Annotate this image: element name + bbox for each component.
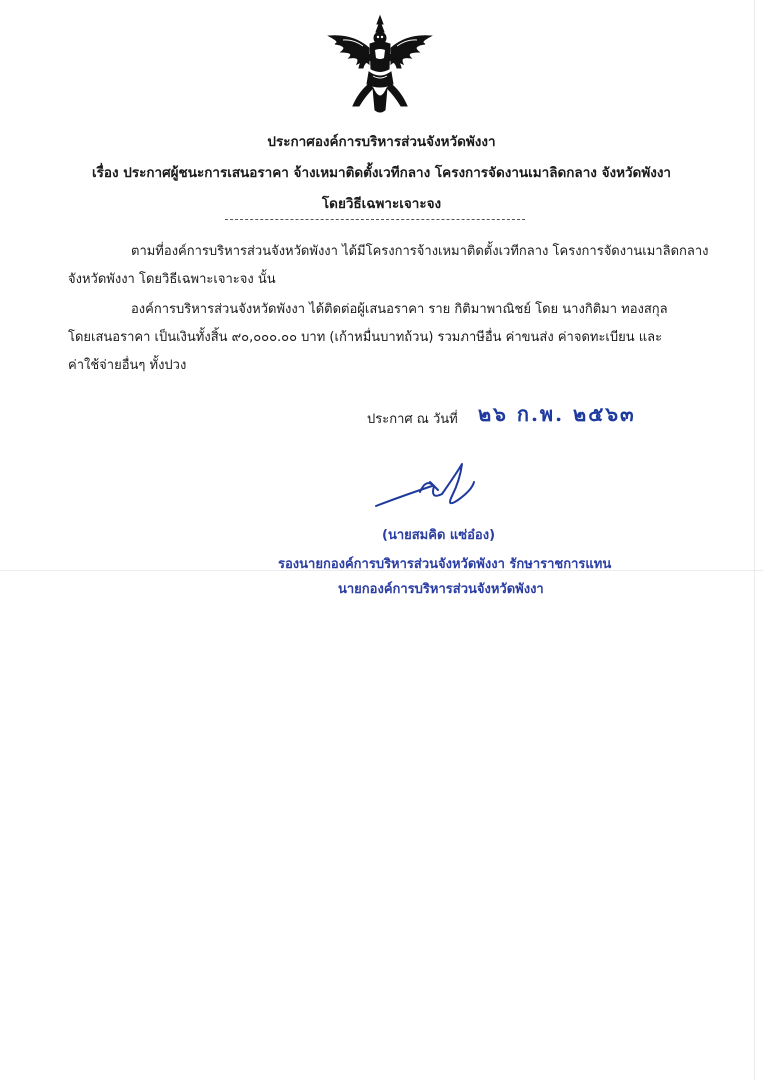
garuda-emblem-icon: [323, 14, 437, 114]
body-paragraph-1-line-1: ตามที่องค์การบริหารส่วนจังหวัดพังงา ได้มีโครงการจ้างเหมาติดตั้งเวทีกลาง โครงการจัดงานเมาลิดกลาง: [131, 244, 709, 259]
signatory-position-line-1: รองนายกองค์การบริหารส่วนจังหวัดพังงา รักษาราชการแทน: [278, 557, 612, 572]
announcement-date: ๒๖ ก.พ. ๒๕๖๓: [478, 402, 636, 426]
dashed-divider: [225, 219, 525, 220]
document-method: โดยวิธีเฉพาะเจาะจง: [321, 196, 442, 212]
body-paragraph-2-line-2: โดยเสนอราคา เป็นเงินทั้งสิ้น ๙๐,๐๐๐.๐๐ บาท (เก้าหมื่นบาทถ้วน) รวมภาษีอื่น ค่าขนส่ง ค่าจดทะเบียน และ: [68, 330, 663, 345]
signatory-name: (นายสมคิด แซ่อ๋อง): [382, 528, 496, 543]
document-title: ประกาศองค์การบริหารส่วนจังหวัดพังงา: [267, 134, 496, 150]
announcement-label: ประกาศ ณ วันที่: [367, 412, 458, 427]
handwritten-signature: [372, 460, 482, 516]
body-paragraph-2-line-1: องค์การบริหารส่วนจังหวัดพังงา ได้ติดต่อผู้เสนอราคา ราย กิติมาพาณิชย์ โดย นางกิติมา ทองสกุล: [131, 302, 668, 317]
signatory-position-line-2: นายกองค์การบริหารส่วนจังหวัดพังงา: [338, 582, 544, 597]
document-subject: เรื่อง ประกาศผู้ชนะการเสนอราคา จ้างเหมาติดตั้งเวทีกลาง โครงการจัดงานเมาลิดกลาง จังหวัดพังงา: [91, 165, 671, 181]
body-paragraph-1-line-2: จังหวัดพังงา โดยวิธีเฉพาะเจาะจง นั้น: [68, 272, 276, 287]
body-paragraph-2-line-3: ค่าใช้จ่ายอื่นๆ ทั้งปวง: [68, 358, 187, 373]
